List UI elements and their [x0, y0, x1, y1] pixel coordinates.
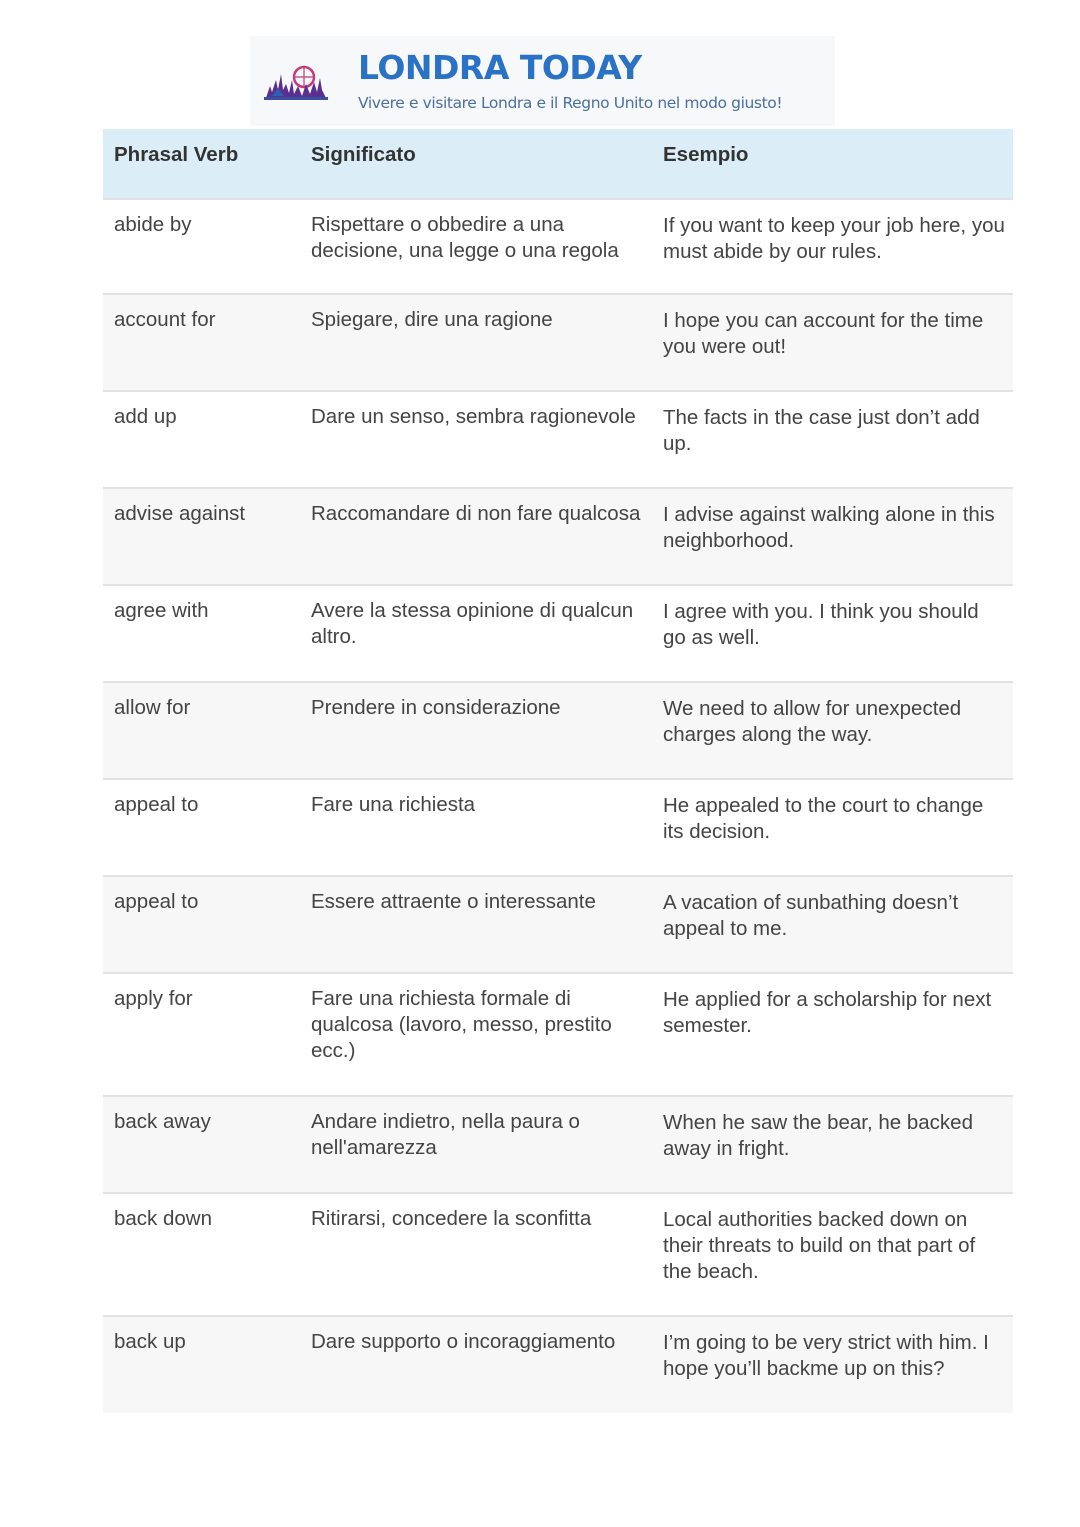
- verb-cell: add up: [103, 391, 300, 488]
- example-cell: He applied for a scholarship for next semester.: [652, 973, 1013, 1096]
- meaning-cell: Ritirarsi, concedere la sconfitta: [300, 1193, 652, 1316]
- example-cell: The facts in the case just don’t add up.: [652, 391, 1013, 488]
- meaning-cell: Rispettare o obbedire a una decisione, una legge o una regola: [300, 199, 652, 294]
- meaning-cell: Fare una richiesta formale di qualcosa (lavoro, messo, prestito ecc.): [300, 973, 652, 1096]
- example-cell: I agree with you. I think you should go as well.: [652, 585, 1013, 682]
- meaning-cell: Dare un senso, sembra ragionevole: [300, 391, 652, 488]
- verb-cell: back up: [103, 1316, 300, 1413]
- example-cell: Local authorities backed down on their threats to build on that part of the beach.: [652, 1193, 1013, 1316]
- table-row: [103, 1316, 1013, 1413]
- verb-cell: appeal to: [103, 779, 300, 876]
- table-row: [103, 682, 1013, 779]
- table-row: [103, 779, 1013, 876]
- table-row: [103, 294, 1013, 391]
- brand-tagline: Vivere e visitare Londra e il Regno Unito nel modo giusto!: [358, 94, 783, 112]
- meaning-cell: Essere attraente o interessante: [300, 876, 652, 973]
- london-skyline-logo-icon: [264, 60, 328, 106]
- meaning-cell: Prendere in considerazione: [300, 682, 652, 779]
- verb-cell: advise against: [103, 488, 300, 585]
- table-row: [103, 199, 1013, 294]
- column-header-meaning: Significato: [300, 129, 652, 199]
- table-row: [103, 876, 1013, 973]
- example-cell: A vacation of sunbathing doesn’t appeal to me.: [652, 876, 1013, 973]
- table-row: [103, 1193, 1013, 1316]
- meaning-cell: Dare supporto o incoraggiamento: [300, 1316, 652, 1413]
- meaning-cell: Spiegare, dire una ragione: [300, 294, 652, 391]
- meaning-cell: Andare indietro, nella paura o nell'amarezza: [300, 1096, 652, 1193]
- brand-name: LONDRA TODAY: [358, 48, 642, 87]
- verb-cell: back away: [103, 1096, 300, 1193]
- verb-cell: agree with: [103, 585, 300, 682]
- verb-cell: allow for: [103, 682, 300, 779]
- verb-cell: abide by: [103, 199, 300, 294]
- verb-cell: back down: [103, 1193, 300, 1316]
- example-cell: We need to allow for unexpected charges along the way.: [652, 682, 1013, 779]
- example-cell: If you want to keep your job here, you must abide by our rules.: [652, 199, 1013, 294]
- site-banner: [250, 36, 835, 126]
- column-header-verb: Phrasal Verb: [103, 129, 300, 199]
- example-cell: When he saw the bear, he backed away in fright.: [652, 1096, 1013, 1193]
- verb-cell: appeal to: [103, 876, 300, 973]
- meaning-cell: Avere la stessa opinione di qualcun altro.: [300, 585, 652, 682]
- example-cell: He appealed to the court to change its decision.: [652, 779, 1013, 876]
- table-row: [103, 585, 1013, 682]
- meaning-cell: Raccomandare di non fare qualcosa: [300, 488, 652, 585]
- example-cell: I advise against walking alone in this neighborhood.: [652, 488, 1013, 585]
- table-row: [103, 391, 1013, 488]
- verb-cell: apply for: [103, 973, 300, 1096]
- table-header-row: [103, 129, 1013, 199]
- table-row: [103, 488, 1013, 585]
- column-header-example: Esempio: [652, 129, 1013, 199]
- example-cell: I’m going to be very strict with him. I hope you’ll backme up on this?: [652, 1316, 1013, 1413]
- phrasal-verbs-table: [103, 129, 1013, 1413]
- example-cell: I hope you can account for the time you were out!: [652, 294, 1013, 391]
- verb-cell: account for: [103, 294, 300, 391]
- meaning-cell: Fare una richiesta: [300, 779, 652, 876]
- table-row: [103, 973, 1013, 1096]
- table-row: [103, 1096, 1013, 1193]
